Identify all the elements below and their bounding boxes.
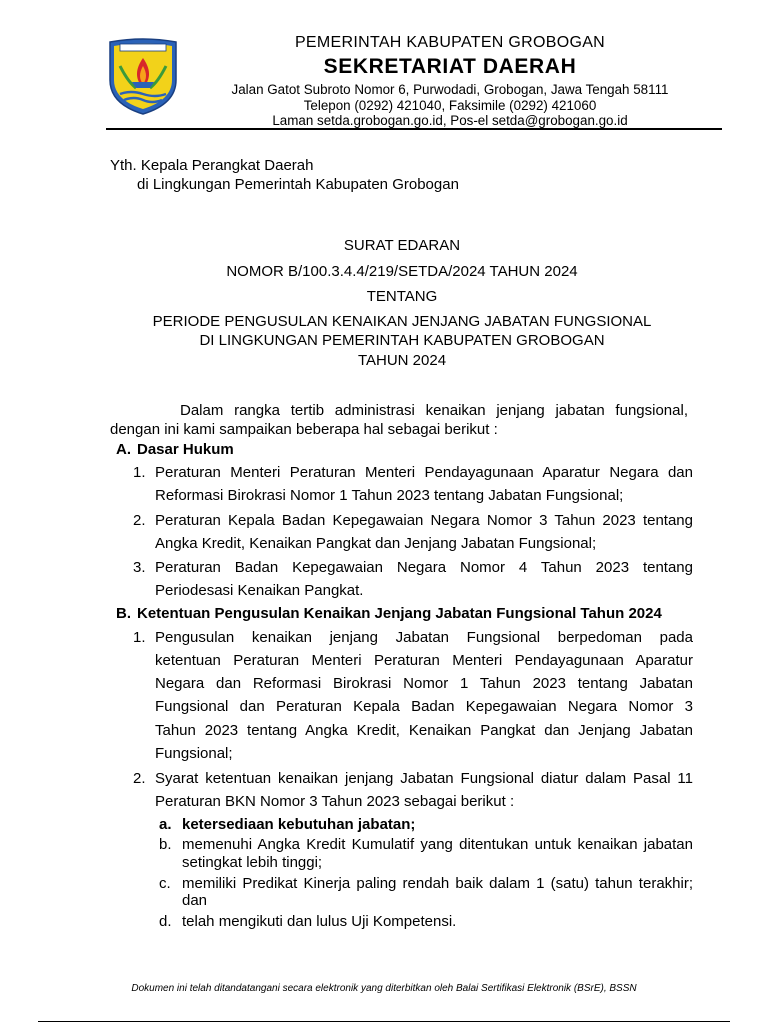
regency-emblem-logo: [106, 36, 180, 116]
list-item: Peraturan BKN Nomor 3 Tahun 2023 sebagai berikut :: [155, 793, 515, 810]
footer-divider: [38, 1021, 730, 1022]
list-number: 3.: [133, 559, 146, 576]
sublist-item: memenuhi Angka Kredit Kumulatif yang ditentukan untuk kenaikan jabatan: [182, 836, 693, 853]
list-item: Peraturan Menteri Peraturan Menteri Pendayagunaan Aparatur Negara dan: [155, 464, 693, 481]
list-item: Tahun 2023 tentang Angka Kredit, Kenaikan Pangkat dan Jenjang Jabatan: [155, 722, 693, 739]
section-marker: A.: [116, 441, 131, 458]
government-name: PEMERINTAH KABUPATEN GROBOGAN: [294, 34, 606, 51]
sublist-item: dan: [182, 892, 208, 909]
list-item: ketentuan Peraturan Menteri Peraturan Menteri Pendayagunaan Aparatur: [155, 652, 693, 669]
intro-paragraph: Dalam rangka tertib administrasi kenaikan jenjang jabatan fungsional,: [180, 402, 688, 419]
sublist-marker: a.: [159, 816, 172, 833]
sublist-marker: d.: [159, 913, 172, 930]
office-phone: Telepon (0292) 421040, Faksimile (0292) 421060: [303, 98, 597, 113]
sublist-item: telah mengikuti dan lulus Uji Kompetensi.: [182, 913, 457, 930]
section-heading: Dasar Hukum: [137, 441, 234, 458]
office-address: Jalan Gatot Subroto Nomor 6, Purwodadi, Grobogan, Jawa Tengah 58111: [231, 82, 669, 97]
list-item: Fungsional;: [155, 745, 233, 762]
list-item: Negara dan Reformasi Birokrasi Nomor 1 Tahun 2023 tentang Jabatan: [155, 675, 693, 692]
sublist-item: memiliki Predikat Kinerja paling rendah baik dalam 1 (satu) tahun terakhir;: [182, 875, 693, 892]
list-item: Reformasi Birokrasi Nomor 1 Tahun 2023 tentang Jabatan Fungsional;: [155, 487, 624, 504]
list-item: Syarat ketentuan kenaikan jenjang Jabatan Fungsional diatur dalam Pasal 11: [155, 770, 693, 787]
sublist-item: ketersediaan kebutuhan jabatan;: [182, 816, 416, 833]
emblem-shield-icon: [106, 36, 180, 116]
section-heading: Ketentuan Pengusulan Kenaikan Jenjang Jabatan Fungsional Tahun 2024: [137, 605, 662, 622]
list-item: Pengusulan kenaikan jenjang Jabatan Fungsional berpedoman pada: [155, 629, 693, 646]
list-item: Peraturan Kepala Badan Kepegawaian Negara Nomor 3 Tahun 2023 tentang: [155, 512, 693, 529]
list-number: 2.: [133, 512, 146, 529]
recipient-line: Yth. Kepala Perangkat Daerah: [110, 157, 314, 174]
list-number: 2.: [133, 770, 146, 787]
document-subject: TAHUN 2024: [357, 352, 447, 369]
office-web: Laman setda.grobogan.go.id, Pos-el setda@grobogan.go.id: [272, 113, 628, 128]
sublist-marker: b.: [159, 836, 172, 853]
document-subject: DI LINGKUNGAN PEMERINTAH KABUPATEN GROBOGAN: [199, 332, 605, 349]
office-name: SEKRETARIAT DAERAH: [323, 55, 577, 78]
list-item: Peraturan Badan Kepegawaian Negara Nomor 4 Tahun 2023 tentang: [155, 559, 693, 576]
sublist-marker: c.: [159, 875, 171, 892]
header-divider: [106, 128, 722, 130]
intro-paragraph: dengan ini kami sampaikan beberapa hal sebagai berikut :: [110, 421, 498, 438]
list-number: 1.: [133, 629, 146, 646]
document-subject: PERIODE PENGUSULAN KENAIKAN JENJANG JABATAN FUNGSIONAL: [152, 313, 652, 330]
recipient-location: di Lingkungan Pemerintah Kabupaten Grobogan: [137, 176, 459, 193]
document-type: SURAT EDARAN: [343, 237, 461, 254]
list-item: Periodesasi Kenaikan Pangkat.: [155, 582, 364, 599]
list-item: Fungsional dan Peraturan Kepala Badan Kepegawaian Negara Nomor 3: [155, 698, 693, 715]
e-signature-note: Dokumen ini telah ditandatangani secara elektronik yang diterbitkan oleh Balai Sertifikasi Elektronik (BSrE), BSSN: [131, 983, 637, 994]
section-marker: B.: [116, 605, 131, 622]
sublist-item: setingkat lebih tinggi;: [182, 854, 323, 871]
document-number: NOMOR B/100.3.4.4/219/SETDA/2024 TAHUN 2024: [226, 263, 578, 280]
document-about: TENTANG: [366, 288, 438, 305]
list-number: 1.: [133, 464, 146, 481]
list-item: Angka Kredit, Kenaikan Pangkat dan Jenjang Jabatan Fungsional;: [155, 535, 597, 552]
